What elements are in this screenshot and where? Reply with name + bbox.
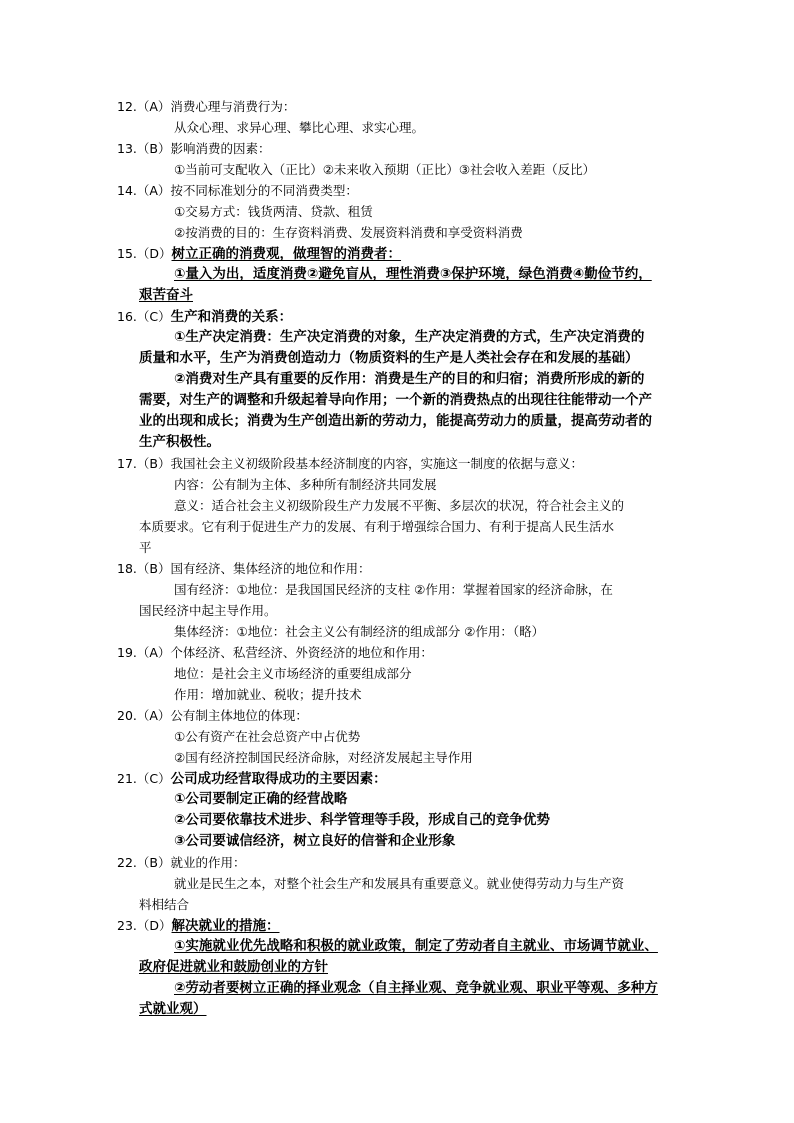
question-text: 公司成功经营取得成功的主要因素： bbox=[170, 771, 387, 787]
text-line: 13.（B）影响消费的因素： bbox=[117, 141, 271, 156]
text-line: 12.（A）消费心理与消费行为： bbox=[117, 99, 296, 114]
text-line: 内容：公有制为主体、多种所有制经济共同发展 bbox=[174, 477, 437, 492]
text-line: 生产积极性。 bbox=[139, 434, 220, 450]
text-line: 集体经济：①地位：社会主义公有制经济的组成部分 ②作用：（略） bbox=[174, 624, 545, 639]
text-line: ②劳动者要树立正确的择业观念（自主择业观、竞争就业观、职业平等观、多种方 bbox=[174, 980, 658, 996]
text-line bbox=[117, 243, 687, 264]
document-body bbox=[117, 96, 687, 1020]
text-line: 艰苦奋斗 bbox=[139, 287, 193, 303]
text-line: ①公司要制定正确的经营战略 bbox=[174, 791, 348, 807]
text-line: ②按消费的目的：生存资料消费、发展资料消费和享受资料消费 bbox=[174, 225, 523, 240]
text-line: 地位：是社会主义市场经济的重要组成部分 bbox=[174, 666, 412, 681]
question-number: 21.（C） bbox=[117, 771, 171, 786]
text-line: ①量入为出，适度消费②避免盲从，理性消费③保护环境，绿色消费④勤俭节约， bbox=[174, 266, 652, 282]
text-line: 14.（A）按不同标准划分的不同消费类型： bbox=[117, 183, 358, 198]
text-line: ③公司要诚信经济，树立良好的信誉和企业形象 bbox=[174, 833, 456, 849]
text-line: 20.（A）公有制主体地位的体现： bbox=[117, 708, 308, 723]
text-line: 就业是民生之本，对整个社会生产和发展具有重要意义。就业使得劳动力与生产资 bbox=[174, 876, 625, 891]
text-line bbox=[117, 768, 687, 789]
text-line: 国民经济中起主导作用。 bbox=[139, 603, 277, 618]
text-line: ②公司要依靠技术进步、科学管理等手段，形成自己的竞争优势 bbox=[174, 812, 550, 828]
text-line: 质量和水平，生产为消费创造动力（物质资料的生产是人类社会存在和发展的基础） bbox=[139, 350, 639, 366]
text-line: 政府促进就业和鼓励创业的方针 bbox=[139, 959, 328, 975]
text-line: ①生产决定消费：生产决定消费的对象，生产决定消费的方式，生产决定消费的 bbox=[174, 329, 645, 345]
question-text: 解决就业的措施： bbox=[171, 918, 280, 934]
text-line: 19.（A）个体经济、私营经济、外资经济的地位和作用： bbox=[117, 645, 433, 660]
text-line: 作用：增加就业、税收；提升技术 bbox=[174, 687, 362, 702]
text-line bbox=[117, 915, 687, 936]
text-line: 式就业观） bbox=[139, 1001, 207, 1017]
text-line: 从众心理、求异心理、攀比心理、求实心理。 bbox=[174, 120, 425, 135]
text-line: ①公有资产在社会总资产中占优势 bbox=[174, 729, 361, 744]
question-number: 15.（D） bbox=[117, 246, 172, 261]
text-line bbox=[117, 306, 687, 327]
text-line: ②国有经济控制国民经济命脉，对经济发展起主导作用 bbox=[174, 750, 473, 765]
text-line: 平 bbox=[139, 540, 152, 555]
text-line: 料相结合 bbox=[139, 897, 190, 912]
text-line: ①当前可支配收入（正比）②未来收入预期（正比）③社会收入差距（反比） bbox=[174, 162, 596, 177]
text-line: 18.（B）国有经济、集体经济的地位和作用： bbox=[117, 561, 371, 576]
text-line: 需要，对生产的调整和升级起着导向作用；一个新的消费热点的出现往往能带动一个产 bbox=[139, 392, 652, 408]
text-line: 22.（B）就业的作用： bbox=[117, 855, 246, 870]
text-line: ②消费对生产具有重要的反作用：消费是生产的目的和归宿；消费所形成的新的 bbox=[174, 371, 645, 387]
text-line: ①实施就业优先战略和积极的就业政策，制定了劳动者自主就业、市场调节就业、 bbox=[174, 938, 658, 954]
text-line: 17.（B）我国社会主义初级阶段基本经济制度的内容，实施这一制度的依据与意义： bbox=[117, 456, 583, 471]
text-line: ①交易方式：钱货两清、贷款、租赁 bbox=[174, 204, 373, 219]
text-line: 本质要求。它有利于促进生产力的发展、有利于增强综合国力、有利于提高人民生活水 bbox=[139, 519, 615, 534]
text-line: 业的出现和成长；消费为生产创造出新的劳动力，能提高劳动力的质量，提高劳动者的 bbox=[139, 413, 652, 429]
text-line: 国有经济：①地位：是我国国民经济的支柱 ②作用：掌握着国家的经济命脉，在 bbox=[174, 582, 613, 597]
question-number: 16.（C） bbox=[117, 309, 171, 324]
question-number: 23.（D） bbox=[117, 918, 172, 933]
question-text: 树立正确的消费观，做理智的消费者： bbox=[171, 246, 402, 262]
question-text: 生产和消费的关系： bbox=[170, 309, 293, 325]
text-line: 意义：适合社会主义初级阶段生产力发展不平衡、多层次的状况，符合社会主义的 bbox=[174, 498, 625, 513]
